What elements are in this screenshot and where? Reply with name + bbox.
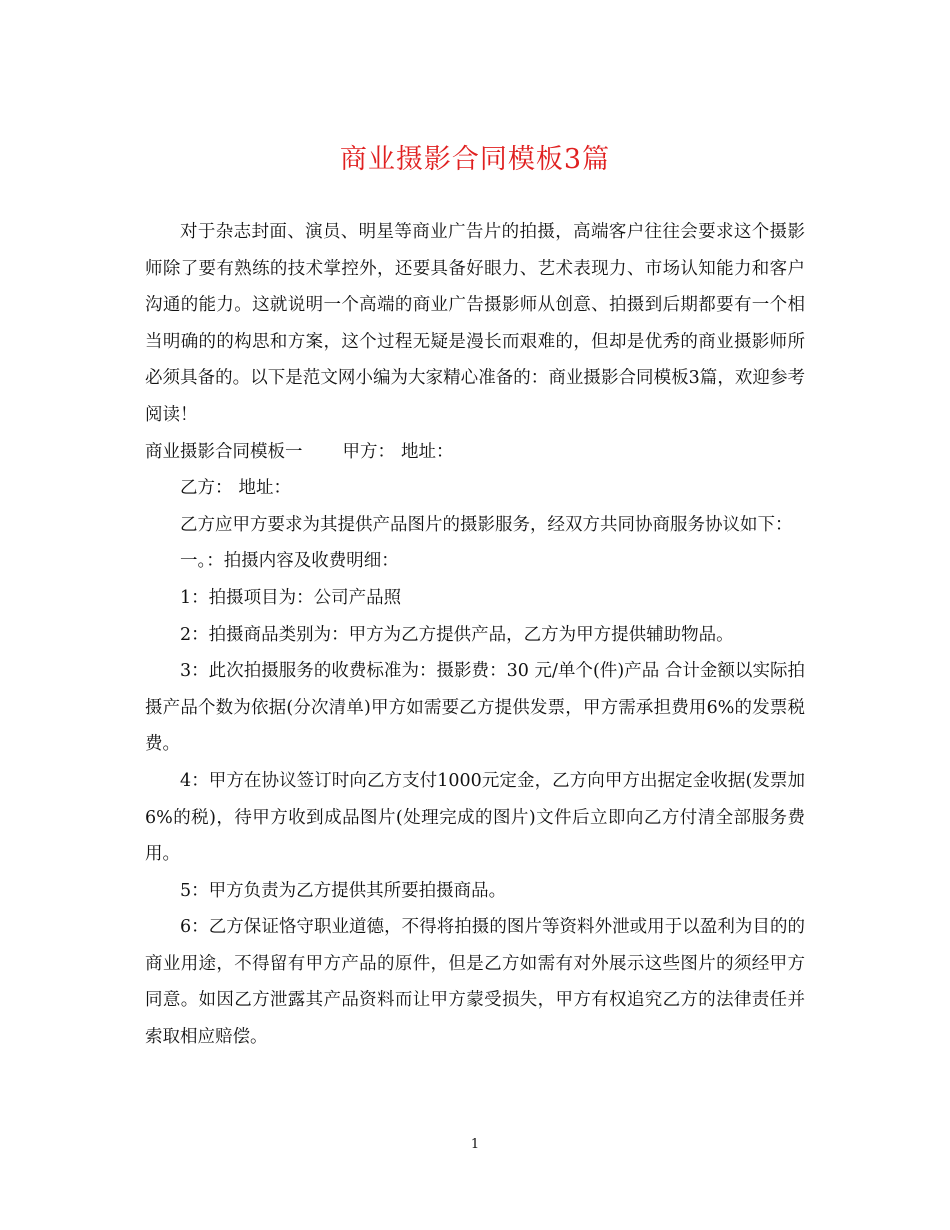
template-one-heading: 商业摄影合同模板一 xyxy=(145,441,303,462)
page-number: 1 xyxy=(470,1137,480,1152)
party-a-label: 甲方： xyxy=(342,441,395,462)
preamble-paragraph: 乙方应甲方要求为其提供产品图片的摄影服务，经双方共同协商服务协议如下： xyxy=(180,514,793,535)
document-title: 商业摄影合同模板3篇 xyxy=(339,144,611,175)
section-one-heading: 一。：拍摄内容及收费明细： xyxy=(180,551,399,572)
document-body xyxy=(145,214,805,1056)
party-b-label: 乙方： xyxy=(180,478,233,499)
template-one-line xyxy=(145,434,805,471)
clause-item: 2：拍摄商品类别为：甲方为乙方提供产品，乙方为甲方提供辅助物品。 xyxy=(180,624,734,645)
clause-item: 6：乙方保证恪守职业道德，不得将拍摄的图片等资料外泄或用于以盈利为目的的商业用途，不得留有甲方产品的原件，但是乙方如需有对外展示这些图片的须经甲方同意。如因乙方泄露其产品资料而让甲方蒙受损失，甲方有权追究乙方的法律责任并索取相应赔偿。 xyxy=(145,917,805,1048)
clause-item: 4：甲方在协议签订时向乙方支付1000元定金，乙方向甲方出据定金收据(发票加6%的税)，待甲方收到成品图片(处理完成的图片)文件后立即向乙方付清全部服务费用。 xyxy=(145,770,805,865)
party-b-address-label: 地址： xyxy=(238,478,291,499)
party-a-address-label: 地址： xyxy=(401,441,454,462)
clause-item: 1：拍摄项目为：公司产品照 xyxy=(180,587,402,608)
clause-item: 5：甲方负责为乙方提供其所要拍摄商品。 xyxy=(180,880,507,901)
clause-item: 3：此次拍摄服务的收费标准为：摄影费：30 元/单个(件)产品 合计金额以实际拍摄产品个数为依据(分次清单)甲方如需要乙方提供发票，甲方需承担费用6%的发票税费。 xyxy=(145,661,805,755)
intro-paragraph: 对于杂志封面、演员、明星等商业广告片的拍摄，高端客户往往会要求这个摄影师除了要有熟练的技术掌控外，还要具备好眼力、艺术表现力、市场认知能力和客户沟通的能力。这就说明一个高端的商业广告摄影师从创意、拍摄到后期都要有一个相当明确的的构思和方案，这个过程无疑是漫长而艰难的，但却是优秀的商业摄影师所必须具备的。以下是范文网小编为大家精心准备的：商业摄影合同模板3篇，欢迎参考阅读！ xyxy=(145,222,805,425)
party-b-line xyxy=(145,470,805,507)
